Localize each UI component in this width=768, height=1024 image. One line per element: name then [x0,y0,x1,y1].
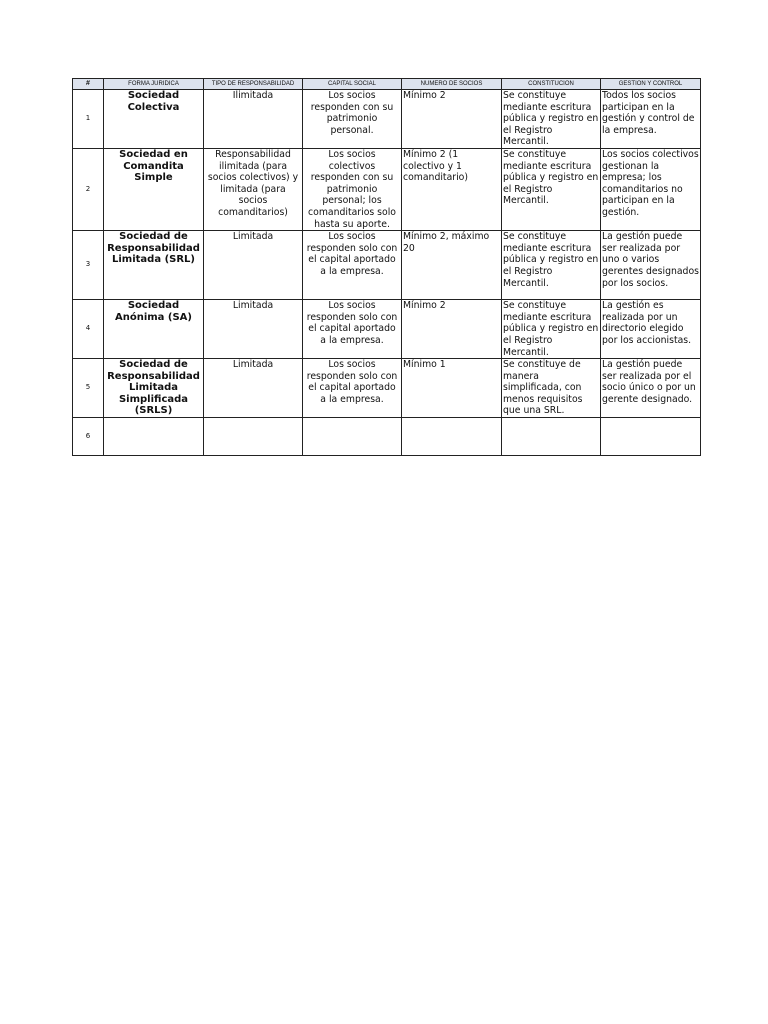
cell-capital [303,418,402,456]
cell-constitucion [502,418,601,456]
cell-constitucion: Se constituye mediante escritura pública y registro en el Registro Mercantil. [502,90,601,149]
cell-socios [402,418,502,456]
header-capital-social: CAPITAL SOCIAL [303,79,402,90]
table-row [73,231,701,300]
table-row [73,359,701,418]
cell-capital: Los socios responden con su patrimonio personal. [303,90,402,149]
cell-constitucion: Se constituye mediante escritura pública y registro en el Registro Mercantil. [502,231,601,300]
cell-socios: Mínimo 2 [402,90,502,149]
cell-tipo: Limitada [204,300,303,359]
cell-gestion: La gestión es realizada por un directorio elegido por los accionistas. [601,300,701,359]
cell-capital: Los socios responden solo con el capital aportado a la empresa. [303,300,402,359]
cell-num: 4 [73,300,104,359]
cell-capital: Los socios responden solo con el capital aportado a la empresa. [303,231,402,300]
cell-forma: Sociedad de Responsabilidad Limitada (SRL) [104,231,204,300]
cell-capital: Los socios colectivos responden con su patrimonio personal; los comanditarios solo hasta su aporte. [303,148,402,230]
cell-num: 1 [73,90,104,149]
legal-forms-table [72,78,701,456]
cell-gestion: Los socios colectivos gestionan la empresa; los comanditarios no participan en la gestión. [601,148,701,230]
table-row [73,300,701,359]
header-gestion-control: GESTION Y CONTROL [601,79,701,90]
header-constitucion: CONSTITUCION [502,79,601,90]
table-row [73,148,701,230]
cell-tipo [204,418,303,456]
cell-gestion: La gestión puede ser realizada por uno o varios gerentes designados por los socios. [601,231,701,300]
cell-tipo: Limitada [204,359,303,418]
cell-tipo: Responsabilidad ilimitada (para socios colectivos) y limitada (para socios comanditarios) [204,148,303,230]
cell-gestion: Todos los socios participan en la gestión y control de la empresa. [601,90,701,149]
cell-socios: Mínimo 2 [402,300,502,359]
cell-gestion [601,418,701,456]
table-header-row [73,79,701,90]
cell-num: 3 [73,231,104,300]
cell-gestion: La gestión puede ser realizada por el socio único o por un gerente designado. [601,359,701,418]
cell-forma: Sociedad de Responsabilidad Limitada Simplificada (SRLS) [104,359,204,418]
cell-num: 5 [73,359,104,418]
cell-tipo: Ilimitada [204,90,303,149]
cell-socios: Mínimo 1 [402,359,502,418]
cell-socios: Mínimo 2 (1 colectivo y 1 comanditario) [402,148,502,230]
cell-num: 2 [73,148,104,230]
header-num: # [73,79,104,90]
cell-socios: Mínimo 2, máximo 20 [402,231,502,300]
table-row [73,418,701,456]
header-forma-juridica: FORMA JURIDICA [104,79,204,90]
cell-constitucion: Se constituye mediante escritura pública y registro en el Registro Mercantil. [502,300,601,359]
table-row [73,90,701,149]
cell-constitucion: Se constituye de manera simplificada, con menos requisitos que una SRL. [502,359,601,418]
cell-forma [104,418,204,456]
cell-forma: Sociedad Anónima (SA) [104,300,204,359]
cell-forma: Sociedad Colectiva [104,90,204,149]
cell-tipo: Limitada [204,231,303,300]
header-tipo-responsabilidad: TIPO DE RESPONSABILIDAD [204,79,303,90]
cell-forma: Sociedad en Comandita Simple [104,148,204,230]
cell-capital: Los socios responden solo con el capital aportado a la empresa. [303,359,402,418]
cell-constitucion: Se constituye mediante escritura pública y registro en el Registro Mercantil. [502,148,601,230]
header-numero-socios: NUMERO DE SOCIOS [402,79,502,90]
document-sheet [72,78,700,456]
cell-num: 6 [73,418,104,456]
